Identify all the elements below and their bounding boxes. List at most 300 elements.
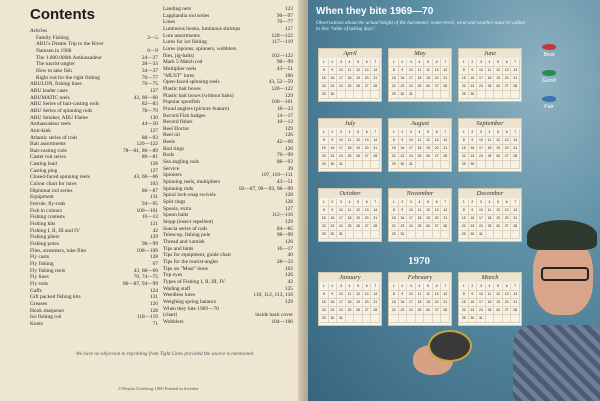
index-entry-page: 86—87 bbox=[141, 187, 158, 194]
day-cell: 12 bbox=[494, 137, 503, 145]
angler-hat bbox=[527, 220, 597, 250]
day-cell: 27 bbox=[433, 83, 442, 91]
day-cell: 10 bbox=[407, 137, 416, 145]
index-entry-title: Landing nets bbox=[163, 6, 191, 12]
day-cell: 20 bbox=[363, 215, 372, 223]
index-entry-page: 43, 60—66 bbox=[133, 94, 158, 101]
index-entry-page: 43, 52—59 bbox=[268, 79, 293, 86]
day-cell: 2 bbox=[469, 199, 478, 207]
day-cell: 10 bbox=[477, 67, 486, 75]
index-entry-title: Suecia series of rods bbox=[163, 225, 208, 232]
day-cell: 28 bbox=[371, 307, 380, 315]
index-entry-page: 110, 112, 113, 116 bbox=[253, 292, 293, 299]
day-grid bbox=[319, 198, 381, 241]
day-cell: 2 bbox=[329, 59, 338, 67]
index-entry-title: ABULON, fishing lines bbox=[30, 81, 82, 88]
index-entry-page: 126 bbox=[284, 145, 293, 152]
index-entry-title: The tourist-angler bbox=[36, 61, 75, 68]
day-cell: 24 bbox=[477, 153, 486, 161]
index-entry-page: 34—37 bbox=[141, 67, 158, 74]
index-entry bbox=[163, 246, 293, 253]
index-entry bbox=[30, 121, 158, 128]
index-entry-title: Rod rings bbox=[163, 145, 185, 152]
day-cell: 8 bbox=[390, 67, 399, 75]
day-cell: 23 bbox=[469, 83, 478, 91]
day-cell: 20 bbox=[503, 145, 512, 153]
day-cell: 5 bbox=[424, 59, 433, 67]
index-entry bbox=[30, 188, 158, 195]
day-cell: 26 bbox=[354, 153, 363, 161]
day-cell bbox=[346, 161, 355, 169]
index-entry bbox=[163, 139, 293, 146]
day-cell: 25 bbox=[486, 223, 495, 231]
day-cell: 19 bbox=[494, 75, 503, 83]
day-cell: 1 bbox=[320, 59, 329, 67]
day-cell: 13 bbox=[363, 67, 372, 75]
index-entry-title: flies, jig-baits) bbox=[163, 52, 195, 59]
day-cell: 31 bbox=[337, 161, 346, 169]
day-cell: 11 bbox=[346, 291, 355, 299]
day-cell: 22 bbox=[320, 223, 329, 231]
day-cell: 21 bbox=[371, 299, 380, 307]
month-calendar bbox=[318, 118, 382, 172]
day-cell: 3 bbox=[477, 129, 486, 137]
day-cell: 3 bbox=[407, 129, 416, 137]
index-entry bbox=[30, 288, 158, 295]
day-cell: 9 bbox=[329, 207, 338, 215]
chart-subtitle: Observations about the actual height of the barometer, water-level, wind and weather must be added to this "table of taking days". bbox=[316, 20, 525, 32]
index-entry-page bbox=[289, 306, 293, 313]
day-cell: 13 bbox=[433, 291, 442, 299]
index-entry-page: 98—99 bbox=[276, 59, 293, 66]
day-cell: 7 bbox=[441, 283, 450, 291]
chart-legend bbox=[532, 44, 566, 122]
day-cell: 9 bbox=[399, 207, 408, 215]
index-entry-page: 98—99 bbox=[276, 232, 293, 239]
day-cell: 21 bbox=[371, 215, 380, 223]
day-cell: 12 bbox=[424, 67, 433, 75]
day-grid bbox=[389, 198, 451, 241]
index-entry-title: Bait assortments bbox=[30, 141, 66, 148]
index-entry-title: Anti-kink bbox=[30, 127, 51, 134]
right-page-chart bbox=[308, 0, 600, 401]
day-cell: 18 bbox=[346, 215, 355, 223]
index-entry-title: Tips and hints bbox=[163, 245, 194, 252]
day-cell: 8 bbox=[460, 207, 469, 215]
day-cell: 1 bbox=[390, 199, 399, 207]
day-cell: 9 bbox=[469, 67, 478, 75]
index-entry bbox=[163, 66, 293, 73]
day-cell: 6 bbox=[433, 59, 442, 67]
index-entry-title: Lure assortments bbox=[163, 32, 200, 39]
day-cell bbox=[371, 231, 380, 239]
day-cell: 14 bbox=[371, 291, 380, 299]
day-cell: 30 bbox=[469, 231, 478, 239]
day-cell: 20 bbox=[503, 215, 512, 223]
day-cell: 27 bbox=[363, 83, 372, 91]
index-entry-page: 78—81, 86—89 bbox=[122, 147, 158, 154]
index-entry-page: 43—51 bbox=[276, 65, 293, 72]
day-cell bbox=[511, 91, 520, 99]
day-cell: 18 bbox=[486, 299, 495, 307]
index-entry bbox=[30, 208, 158, 215]
index-entry-page: 39 bbox=[287, 165, 293, 172]
day-cell bbox=[441, 161, 450, 169]
day-cell: 11 bbox=[416, 291, 425, 299]
index-entry-page: 131 bbox=[149, 294, 158, 301]
day-cell: 28 bbox=[441, 307, 450, 315]
day-cell: 8 bbox=[460, 291, 469, 299]
index-entry-title: Lures for ice fishing bbox=[163, 39, 207, 46]
day-cell: 18 bbox=[486, 75, 495, 83]
day-cell bbox=[433, 161, 442, 169]
index-entry bbox=[30, 108, 158, 115]
index-entry bbox=[30, 101, 158, 108]
index-entry-title: Tips for the tourist-angler bbox=[163, 258, 219, 265]
day-cell: 25 bbox=[346, 153, 355, 161]
index-entry bbox=[163, 286, 293, 293]
day-cell: 27 bbox=[363, 223, 372, 231]
index-entry-title: Fly fishing reels bbox=[30, 267, 66, 274]
day-cell: 22 bbox=[390, 83, 399, 91]
index-entry-page: 123 bbox=[284, 6, 293, 12]
day-cell bbox=[363, 91, 372, 99]
month-calendar bbox=[388, 188, 452, 242]
day-cell: 2 bbox=[399, 199, 408, 207]
day-cell bbox=[424, 315, 433, 323]
index-entry bbox=[163, 179, 293, 186]
day-cell: 13 bbox=[433, 67, 442, 75]
index-entry-title: Top eyes bbox=[163, 272, 183, 279]
day-cell: 7 bbox=[441, 129, 450, 137]
day-cell: 13 bbox=[503, 207, 512, 215]
index-entry bbox=[30, 281, 158, 288]
index-entry-page: 88—93 bbox=[141, 134, 158, 141]
index-entry bbox=[30, 95, 158, 102]
day-cell bbox=[486, 91, 495, 99]
index-entry bbox=[163, 226, 293, 233]
index-entry-title: Ice fishing rod bbox=[30, 314, 62, 321]
day-cell: 8 bbox=[460, 137, 469, 145]
index-entry bbox=[30, 214, 158, 221]
day-cell bbox=[399, 315, 408, 323]
day-cell: 25 bbox=[346, 307, 355, 315]
index-entry-page: 96—97 bbox=[276, 12, 293, 19]
day-cell bbox=[371, 91, 380, 99]
day-cell: 25 bbox=[416, 83, 425, 91]
index-entry-page: 70—77 bbox=[276, 19, 293, 26]
day-cell: 3 bbox=[337, 199, 346, 207]
day-cell: 25 bbox=[486, 83, 495, 91]
index-entry-page: 102—122 bbox=[271, 52, 293, 59]
index-entry-page: 120—122 bbox=[136, 141, 158, 148]
day-cell: 9 bbox=[399, 67, 408, 75]
day-cell: 19 bbox=[494, 299, 503, 307]
fishing-reel-icon bbox=[428, 330, 472, 362]
day-cell: 11 bbox=[486, 137, 495, 145]
day-cell: 16 bbox=[469, 145, 478, 153]
index-entry-page: 129 bbox=[149, 234, 158, 241]
day-cell: 19 bbox=[424, 145, 433, 153]
day-cell bbox=[416, 315, 425, 323]
index-entry-title: Fly fishing bbox=[30, 260, 54, 267]
month-name: March bbox=[459, 273, 521, 282]
day-cell: 27 bbox=[503, 83, 512, 91]
index-entry bbox=[30, 135, 158, 142]
index-entry-page: 127 bbox=[149, 127, 158, 134]
index-entry-title: ABU Smoker, ABU Flame bbox=[30, 114, 88, 121]
day-cell: 4 bbox=[486, 283, 495, 291]
day-cell: 24 bbox=[407, 223, 416, 231]
index-entry bbox=[163, 53, 293, 60]
day-cell: 25 bbox=[416, 307, 425, 315]
day-cell: 9 bbox=[469, 291, 478, 299]
index-entry-page: 43, 68—69 bbox=[133, 267, 158, 274]
index-entry-page: 128 bbox=[284, 192, 293, 199]
day-cell: 26 bbox=[354, 223, 363, 231]
index-entry-title: Casting plug bbox=[30, 167, 58, 174]
day-cell: 26 bbox=[424, 153, 433, 161]
index-entry-page: 94—95 bbox=[141, 201, 158, 208]
index-entry bbox=[163, 146, 293, 153]
day-cell: 24 bbox=[337, 307, 346, 315]
day-cell: 20 bbox=[433, 215, 442, 223]
index-entry bbox=[30, 228, 158, 235]
day-cell: 28 bbox=[441, 153, 450, 161]
month-name: November bbox=[389, 189, 451, 198]
index-entry-page: 120—122 bbox=[271, 85, 293, 92]
index-entry-page: 88—93 bbox=[276, 159, 293, 166]
index-entry-page: 117—119 bbox=[271, 39, 293, 46]
legend-label: Best bbox=[543, 52, 555, 58]
index-entry bbox=[163, 99, 293, 106]
index-entry bbox=[163, 319, 293, 326]
day-grid bbox=[389, 128, 451, 171]
index-entry-title: Weighing spring balance bbox=[163, 298, 217, 305]
index-entry-title: Bait-casting rods bbox=[30, 147, 67, 154]
day-cell: 13 bbox=[503, 137, 512, 145]
index-entry-title: ABU's Dream Trip to the River bbox=[36, 41, 104, 48]
fish-icon bbox=[542, 70, 556, 76]
index-entry-title: Service bbox=[163, 165, 180, 172]
day-cell: 20 bbox=[363, 75, 372, 83]
index-entry-page: 80—81 bbox=[141, 154, 158, 161]
index-entry bbox=[163, 59, 293, 66]
day-cell: 11 bbox=[486, 291, 495, 299]
day-cell bbox=[503, 231, 512, 239]
index-entry bbox=[30, 75, 158, 82]
index-entry bbox=[163, 132, 293, 139]
index-entry-page: 82—83 bbox=[141, 101, 158, 108]
day-cell: 3 bbox=[477, 59, 486, 67]
index-entry-title: ABUMATIC reels bbox=[30, 94, 70, 101]
index-entry-page: 82—87, 90—93, 98—99 bbox=[239, 185, 293, 192]
day-cell: 8 bbox=[320, 137, 329, 145]
month-name: January bbox=[319, 273, 381, 282]
index-entry-title: Namsen in 1968 bbox=[36, 47, 72, 54]
day-cell: 1 bbox=[460, 283, 469, 291]
day-cell: 27 bbox=[363, 307, 372, 315]
day-cell bbox=[441, 91, 450, 99]
day-cell: 8 bbox=[390, 291, 399, 299]
day-cell: 9 bbox=[469, 137, 478, 145]
day-cell bbox=[337, 91, 346, 99]
index-entry bbox=[30, 268, 158, 275]
index-entry-page: 127 bbox=[149, 167, 158, 174]
day-cell: 15 bbox=[390, 145, 399, 153]
day-cell: 9 bbox=[329, 291, 338, 299]
index-entry-page: 129 bbox=[284, 298, 293, 305]
day-cell bbox=[494, 315, 503, 323]
day-cell: 28 bbox=[511, 153, 520, 161]
day-cell: 15 bbox=[320, 75, 329, 83]
day-cell: 21 bbox=[371, 75, 380, 83]
day-cell bbox=[424, 91, 433, 99]
day-cell: 28 bbox=[441, 223, 450, 231]
day-cell: 31 bbox=[477, 231, 486, 239]
day-cell: 8 bbox=[320, 291, 329, 299]
day-cell bbox=[494, 91, 503, 99]
index-entry bbox=[30, 241, 158, 248]
reprint-footnote: We have no objection to reprinting from Tight Lines provided the source is mentioned. bbox=[75, 351, 255, 357]
day-cell: 19 bbox=[424, 75, 433, 83]
day-cell: 26 bbox=[494, 223, 503, 231]
index-entry bbox=[30, 308, 158, 315]
day-cell: 17 bbox=[337, 299, 346, 307]
angler-shirt bbox=[513, 325, 600, 401]
day-cell: 3 bbox=[407, 283, 416, 291]
index-entry-title: Lines bbox=[163, 19, 175, 26]
day-cell: 17 bbox=[407, 299, 416, 307]
index-entry-page: 24—27 bbox=[141, 54, 158, 61]
day-cell: 20 bbox=[433, 145, 442, 153]
index-entry-page: 129 bbox=[284, 219, 293, 225]
day-cell bbox=[433, 91, 442, 99]
index-entry bbox=[30, 88, 158, 95]
day-grid bbox=[319, 282, 381, 325]
index-entry bbox=[163, 252, 293, 259]
index-entry-title: Diplomat rod series bbox=[30, 187, 73, 194]
day-cell: 18 bbox=[346, 145, 355, 153]
index-entry bbox=[30, 274, 158, 281]
index-entry bbox=[163, 46, 293, 53]
index-entry-page: 84—85 bbox=[276, 225, 293, 232]
day-cell: 22 bbox=[460, 223, 469, 231]
day-cell: 18 bbox=[346, 75, 355, 83]
day-grid bbox=[459, 128, 521, 171]
day-cell bbox=[371, 161, 380, 169]
day-cell: 7 bbox=[441, 59, 450, 67]
day-cell: 10 bbox=[477, 207, 486, 215]
index-entry-title: Reels bbox=[163, 139, 175, 146]
day-cell: 2 bbox=[399, 129, 408, 137]
index-entry-title: Gaffs bbox=[30, 287, 42, 294]
day-cell: 12 bbox=[424, 207, 433, 215]
day-cell: 15 bbox=[320, 145, 329, 153]
day-cell: 16 bbox=[329, 215, 338, 223]
day-cell: 17 bbox=[407, 75, 416, 83]
day-cell: 22 bbox=[320, 83, 329, 91]
index-entry-title: Mark 5 Match rod bbox=[163, 59, 203, 66]
day-cell: 14 bbox=[371, 207, 380, 215]
index-entry bbox=[30, 35, 158, 42]
day-cell: 29 bbox=[320, 161, 329, 169]
index-entry bbox=[163, 33, 293, 40]
index-entry-title: Thread and varnish bbox=[163, 238, 205, 245]
legend-item bbox=[532, 96, 566, 122]
day-cell: 13 bbox=[503, 291, 512, 299]
day-cell: 12 bbox=[424, 291, 433, 299]
day-cell: 11 bbox=[416, 207, 425, 215]
day-cell: 14 bbox=[441, 137, 450, 145]
index-entry-page: 43, 60—66 bbox=[133, 174, 158, 181]
day-cell: 14 bbox=[511, 207, 520, 215]
day-cell: 29 bbox=[390, 231, 399, 239]
day-cell: 26 bbox=[494, 153, 503, 161]
day-cell: 27 bbox=[503, 307, 512, 315]
day-cell: 2 bbox=[469, 283, 478, 291]
day-cell: 10 bbox=[407, 67, 416, 75]
day-cell: 24 bbox=[337, 223, 346, 231]
day-cell: 6 bbox=[363, 59, 372, 67]
day-cell: 9 bbox=[329, 137, 338, 145]
day-cell: 30 bbox=[329, 315, 338, 323]
index-entry-page: 10—13 bbox=[141, 214, 158, 221]
day-cell: 23 bbox=[329, 83, 338, 91]
day-cell: 21 bbox=[511, 145, 520, 153]
day-cell: 1 bbox=[460, 199, 469, 207]
day-cell: 24 bbox=[477, 223, 486, 231]
day-cell bbox=[407, 231, 416, 239]
day-cell: 4 bbox=[346, 129, 355, 137]
day-cell: 22 bbox=[320, 307, 329, 315]
index-entry-title: Fishing kits bbox=[30, 221, 56, 228]
day-cell: 29 bbox=[320, 91, 329, 99]
day-cell: 18 bbox=[416, 75, 425, 83]
index-entry-page: 127 bbox=[149, 87, 158, 94]
day-cell: 14 bbox=[371, 137, 380, 145]
day-cell: 22 bbox=[460, 83, 469, 91]
day-cell bbox=[441, 231, 450, 239]
day-cell: 7 bbox=[371, 129, 380, 137]
index-entry-page: 67 bbox=[152, 260, 158, 267]
index-entry-page: 124 bbox=[149, 287, 158, 294]
index-entry-title: ABU Series of spinning rods bbox=[30, 107, 93, 114]
day-grid bbox=[459, 282, 521, 325]
index-entry-title: Caster rod series bbox=[30, 154, 66, 161]
day-cell: 2 bbox=[469, 129, 478, 137]
day-cell: 8 bbox=[390, 207, 399, 215]
angler-photo bbox=[513, 215, 600, 401]
index-entry-page: 40 bbox=[287, 252, 293, 259]
index-entry-title: Ferrule, fly-rods bbox=[30, 201, 66, 208]
index-entry bbox=[30, 294, 158, 301]
day-cell: 1 bbox=[460, 59, 469, 67]
day-cell bbox=[416, 161, 425, 169]
day-cell: 31 bbox=[407, 91, 416, 99]
index-entry-title: Fishing contests bbox=[30, 214, 65, 221]
day-cell: 16 bbox=[399, 145, 408, 153]
day-cell: 4 bbox=[486, 59, 495, 67]
day-cell: 22 bbox=[460, 153, 469, 161]
index-entry bbox=[30, 201, 158, 208]
day-cell: 5 bbox=[424, 283, 433, 291]
index-entry-title: Right rod for the right fishing bbox=[36, 74, 100, 81]
day-cell: 3 bbox=[337, 129, 346, 137]
index-entry-page: 107, 110—111 bbox=[261, 172, 293, 179]
index-entry bbox=[163, 13, 293, 20]
day-cell: 2 bbox=[329, 199, 338, 207]
